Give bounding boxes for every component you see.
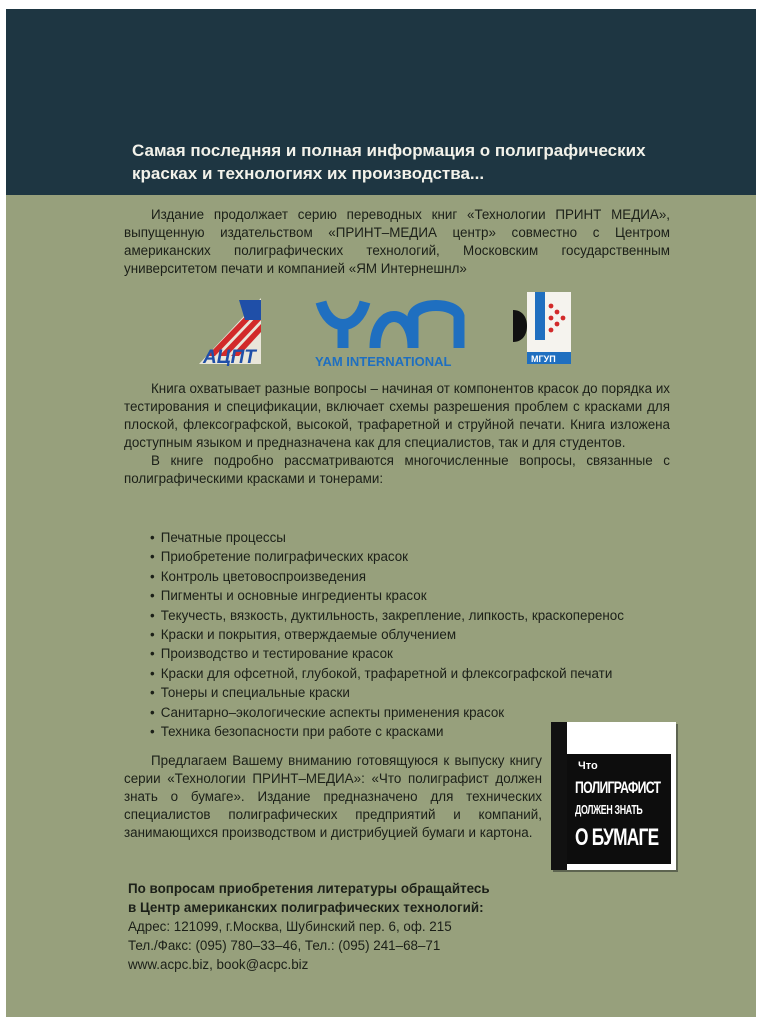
- book-spine: [551, 722, 567, 870]
- topic-list: [150, 528, 710, 741]
- contact-heading: в Центр американских полиграфических технологий:: [128, 900, 484, 915]
- intro-paragraph: Издание продолжает серию переводных книг «Технологии ПРИНТ МЕДИА», выпущенную издательством «ПРИНТ–МЕДИА центр» совместно с Центром американских полиграфических технологий, Московским государственным университетом печати и компанией «ЯМ Интернешнл»: [124, 207, 670, 276]
- list-item: • Санитарно–экологические аспекты применения красок: [150, 703, 710, 722]
- headline-line: Самая последняя и полная информация о полиграфических: [132, 141, 646, 160]
- book-title-line: ПОЛИГРАФИСТ: [575, 778, 661, 797]
- contact-phone: Тел./Факс: (095) 780–33–46, Тел.: (095) 241–68–71: [128, 938, 441, 953]
- list-item: • Производство и тестирование красок: [150, 644, 710, 663]
- book-title-line: О БУМАГЕ: [575, 824, 659, 851]
- yam-mark-icon: [321, 302, 459, 348]
- contact-info: [128, 879, 548, 974]
- description-paragraph: Книга охватывает разные вопросы – начиная от компонентов красок до порядка их тестирования и спецификации, включает схемы разрешения проблем с красками для плоской, флексографской, высокой, трафаретной и струйной печати. Книга изложена доступным языком и предназначена как для специалистов, так и для студентов.: [124, 381, 670, 450]
- list-item: • Краски для офсетной, глубокой, трафаретной и флексографской печати: [150, 664, 710, 683]
- book-title-line: Что: [578, 760, 598, 772]
- headline-line: красках и технологиях их производства...: [132, 164, 485, 183]
- contact-web: www.acpc.biz, book@acpc.biz: [128, 957, 309, 972]
- description: [124, 380, 670, 488]
- list-item: • Печатные процессы: [150, 528, 710, 547]
- mgup-logo: [513, 292, 571, 364]
- list-item: • Приобретение полиграфических красок: [150, 547, 710, 566]
- contact-heading: По вопросам приобретения литературы обращайтесь: [128, 881, 490, 896]
- announcement-paragraph: Предлагаем Вашему вниманию готовящуюся к выпуску книгу серии «Технологии ПРИНТ–МЕДИА»: «Что полиграфист должен знать о бумаге». Издание предназначено для технических специалистов полиграфических предприятий и компаний, занимающихся производством и дистрибуцией бумаги и картона.: [124, 753, 542, 840]
- yam-logo: [313, 296, 469, 368]
- list-item: • Контроль цветовоспроизведения: [150, 567, 710, 586]
- list-item: • Тонеры и специальные краски: [150, 683, 710, 702]
- description-paragraph: В книге подробно рассматриваются многочисленные вопросы, связанные с полиграфическими красками и тонерами:: [124, 453, 670, 486]
- acps-logo-text: АЦПТ: [203, 347, 256, 366]
- list-item: • Техника безопасности при работе с красками: [150, 722, 710, 741]
- book-title-line: ДОЛЖЕН ЗНАТЬ: [575, 802, 643, 817]
- headline: [132, 139, 712, 185]
- contact-address: Адрес: 121099, г.Москва, Шубинский пер. 6, оф. 215: [128, 919, 452, 934]
- yam-logo-text: YAM INTERNATIONAL: [315, 354, 452, 368]
- list-item: • Пигменты и основные ингредиенты красок: [150, 586, 710, 605]
- acps-logo: [195, 292, 283, 366]
- list-item: • Краски и покрытия, отверждаемые облучением: [150, 625, 710, 644]
- mgup-logo-text: МГУП: [531, 354, 556, 364]
- book-cover-thumbnail: [551, 722, 676, 870]
- list-item: • Текучесть, вязкость, дуктильность, закрепление, липкость, краскоперенос: [150, 606, 710, 625]
- partner-logos: [195, 292, 580, 370]
